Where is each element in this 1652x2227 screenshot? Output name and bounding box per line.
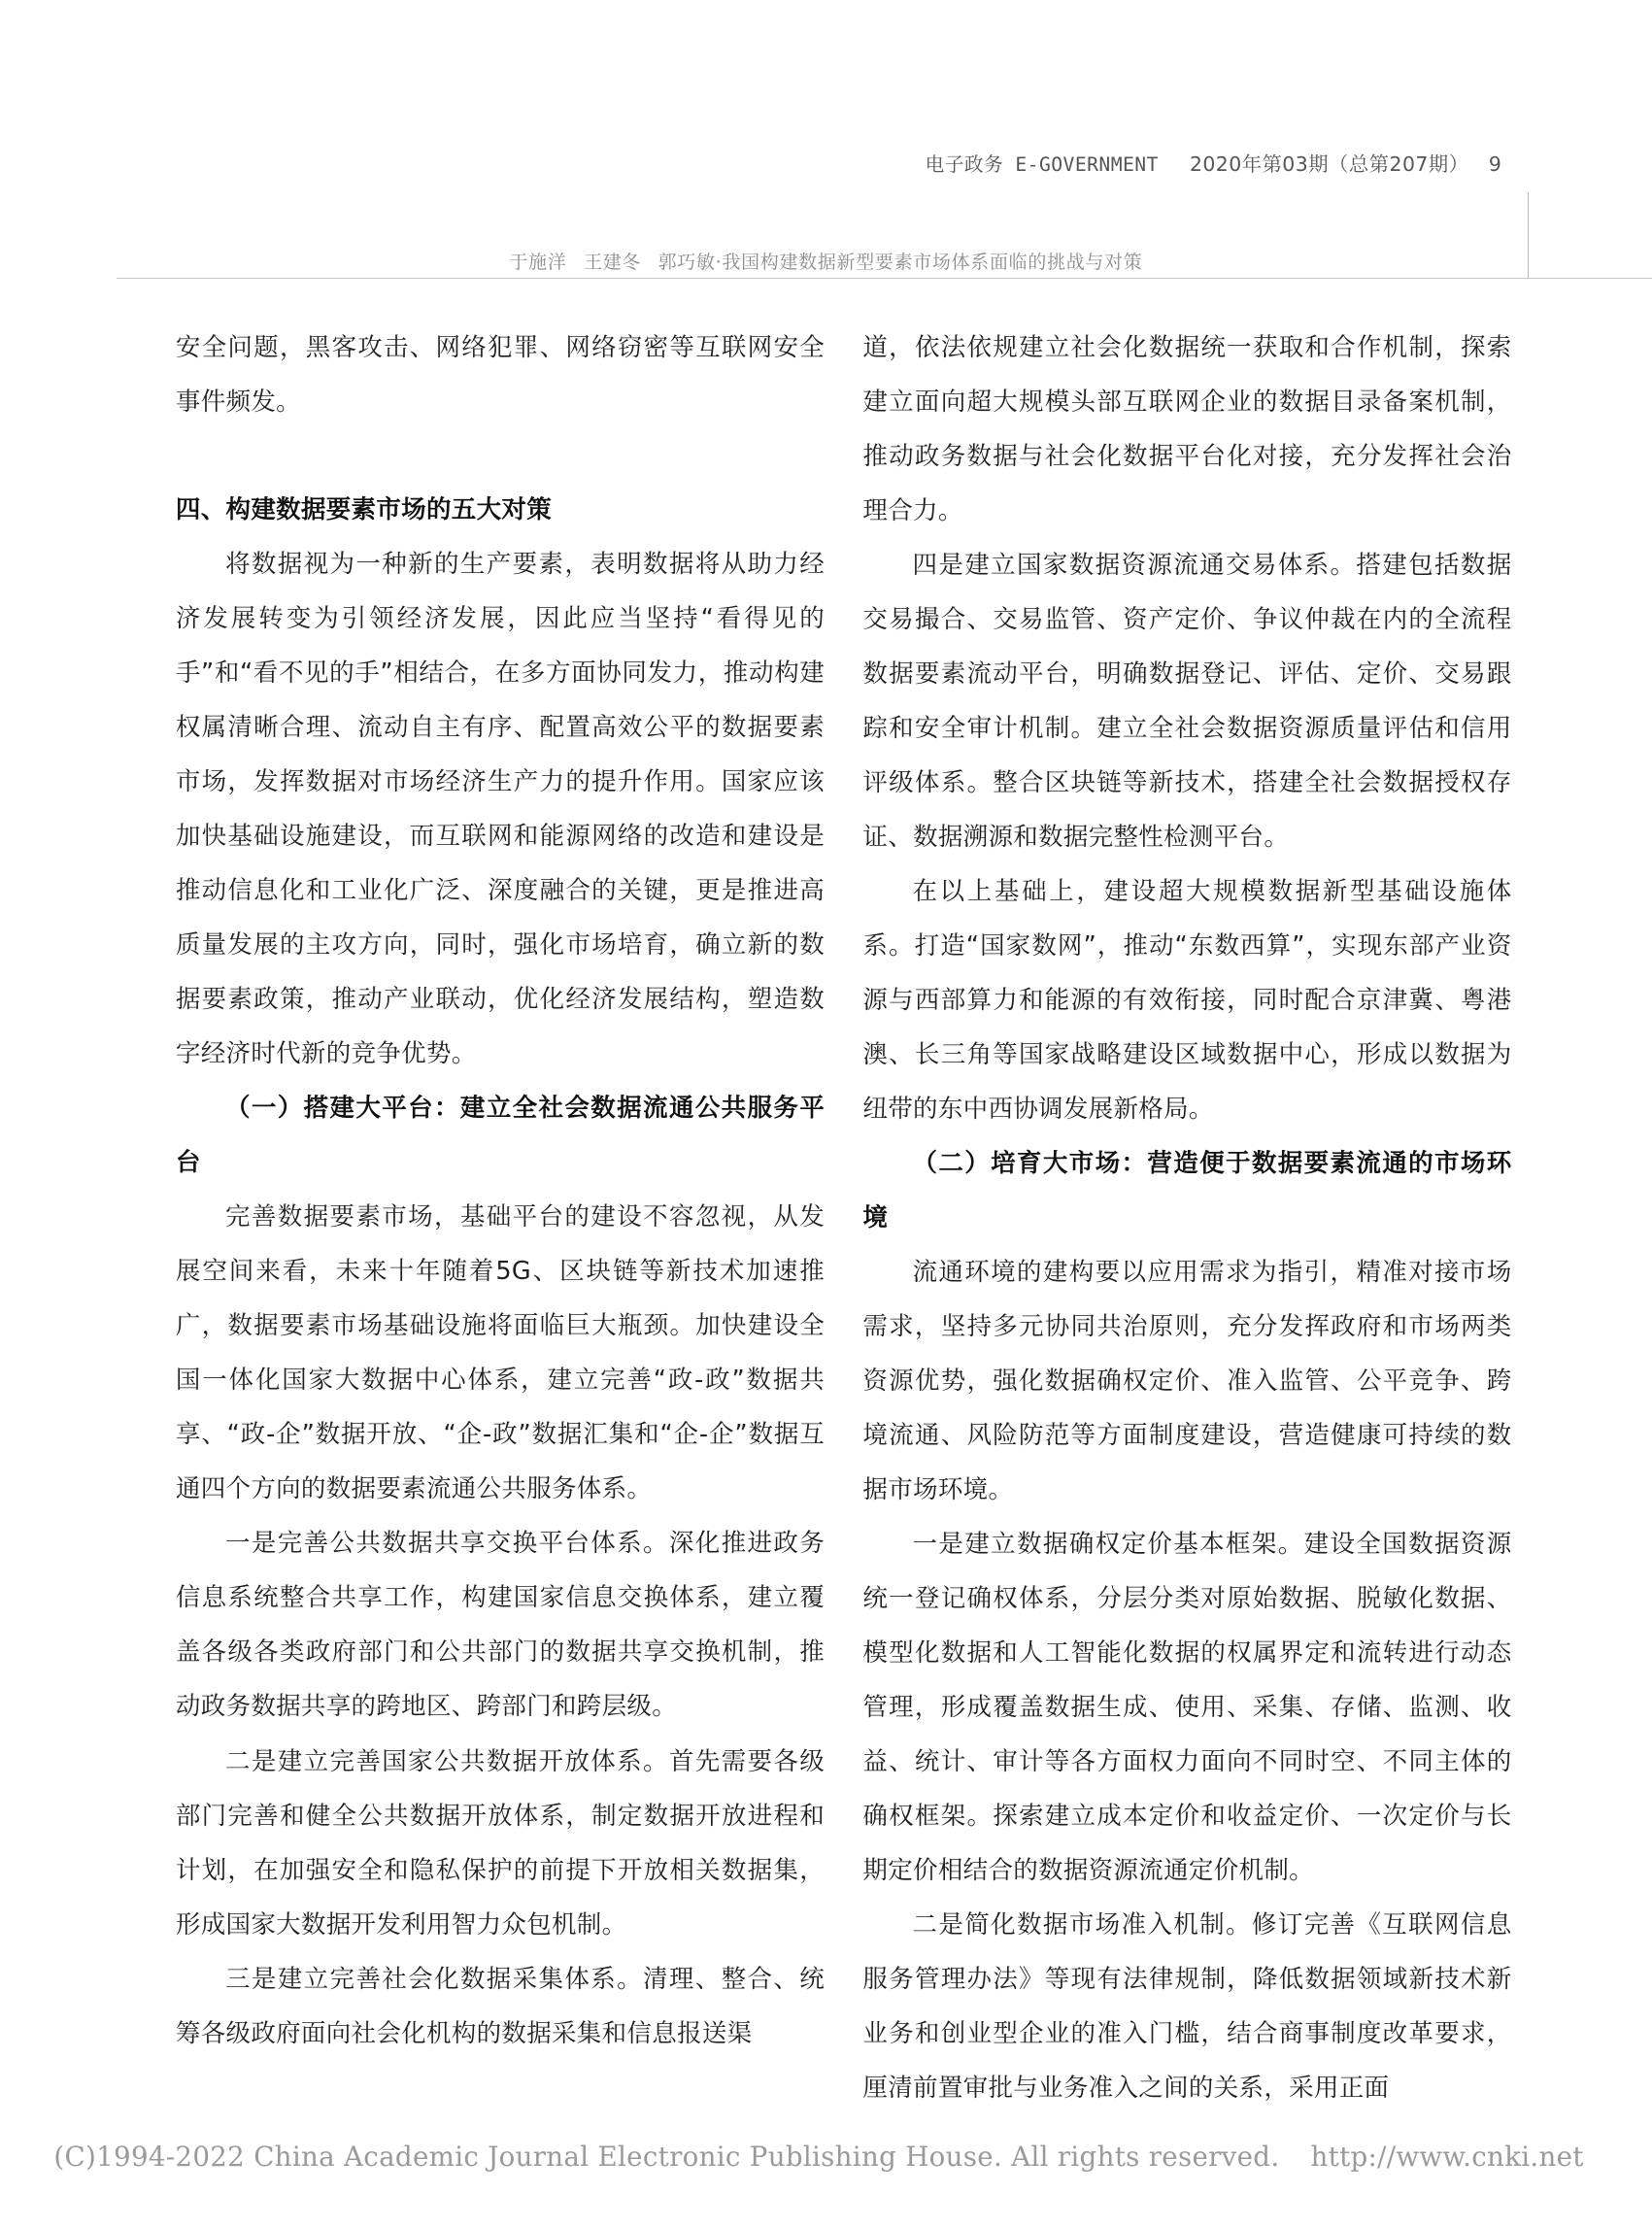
paragraph: 二是建立完善国家公共数据开放体系。首先需要各级部门完善和健全公共数据开放体系，制定数据开放进程和计划，在加强安全和隐私保护的前提下开放相关数据集，形成国家大数据开发利用智力众包机制。 (175, 1746, 826, 1940)
paragraph: 道，依法依规建立社会化数据统一获取和合作机制，探索建立面向超大规模头部互联网企业的数据目录备案机制，推动政务数据与社会化数据平台化对接，充分发挥社会治理合力。 (862, 332, 1512, 525)
page-number: 9 (1488, 152, 1502, 176)
header-horizontal-rule (117, 278, 1652, 279)
paragraph: 四是建立国家数据资源流通交易体系。搭建包括数据交易撮合、交易监管、资产定价、争议仲裁在内的全流程数据要素流动平台，明确数据登记、评估、定价、交易跟踪和安全审计机制。建立全社会数据资源质量评估和信用评级体系。整合区块链等新技术，搭建全社会数据授权存证、数据溯源和数据完整性检测平台。 (862, 550, 1512, 852)
right-column (862, 321, 1511, 2116)
subsection-heading: （二）培育大市场：营造便于数据要素流通的市场环境 (862, 1148, 1512, 1232)
author-2: 王建冬 (584, 252, 642, 274)
copyright-text: (C)1994-2022 China Academic Journal Electronic Publishing House. All rights reserved. (53, 2141, 1280, 2174)
copyright-footer (53, 2141, 1583, 2173)
paragraph: 一是建立数据确权定价基本框架。建设全国数据资源统一登记确权体系，分层分类对原始数据、脱敏化数据、模型化数据和人工智能化数据的权属界定和流转进行动态管理，形成覆盖数据生成、使用、采集、存储、监测、收益、统计、审计等各方面权力面向不同时空、不同主体的确权框架。探索建立成本定价和收益定价、一次定价与长期定价相结合的数据资源流通定价机制。 (862, 1530, 1512, 1886)
author-1: 于施洋 (509, 252, 567, 274)
paragraph: 二是简化数据市场准入机制。修订完善《互联网信息服务管理办法》等现有法律规制，降低数据领域新技术新业务和创业型企业的准入门槛，结合商事制度改革要求，厘清前置审批与业务准入之间的关系，采用正面 (862, 1910, 1512, 2104)
author-3-and-title: 郭巧敏·我国构建数据新型要素市场体系面临的挑战与对策 (657, 252, 1143, 274)
paragraph: 流通环境的建构要以应用需求为指引，精准对接市场需求，坚持多元协同共治原则，充分发挥政府和市场两类资源优势，强化数据确权定价、准入监管、公平竞争、跨境流通、风险防范等方面制度建设，营造健康可持续的数据市场环境。 (862, 1257, 1512, 1505)
paragraph: 在以上基础上，建设超大规模数据新型基础设施体系。打造“国家数网”，推动“东数西算”，实现东部产业资源与西部算力和能源的有效衔接，同时配合京津冀、粤港澳、长三角等国家战略建设区域数据中心，形成以数据为纽带的东中西协调发展新格局。 (862, 876, 1512, 1124)
journal-name: 电子政务 E-GOVERNMENT (925, 152, 1159, 176)
article-running-title (0, 248, 1652, 274)
running-head (926, 148, 1502, 177)
subsection-heading: （一）搭建大平台：建立全社会数据流通公共服务平台 (175, 1094, 826, 1178)
paragraph: 安全问题，黑客攻击、网络犯罪、网络窃密等互联网安全事件频发。 (175, 332, 826, 417)
paragraph: 一是完善公共数据共享交换平台体系。深化推进政务信息系统整合共享工作，构建国家信息交换体系，建立覆盖各级各类政府部门和公共部门的数据共享交换机制，推动政务数据共享的跨地区、跨部门和跨层级。 (175, 1529, 826, 1722)
cnki-url: http://www.cnki.net (1310, 2141, 1584, 2174)
issue-info: 2020年第03期（总第207期） (1189, 152, 1469, 176)
paragraph: 将数据视为一种新的生产要素，表明数据将从助力经济发展转变为引领经济发展，因此应当坚持“看得见的手”和“看不见的手”相结合，在多方面协同发力，推动构建权属清晰合理、流动自主有序、配置高效公平的数据要素市场，发挥数据对市场经济生产力的提升作用。国家应该加快基础设施建设，而互联网和能源网络的改造和建设是推动信息化和工业化广泛、深度融合的关键，更是推进高质量发展的主攻方向，同时，强化市场培育，确立新的数据要素政策，推动产业联动，优化经济发展结构，塑造数字经济时代新的竞争优势。 (175, 550, 826, 1069)
left-column (176, 321, 825, 2061)
paragraph: 三是建立完善社会化数据采集体系。清理、整合、统筹各级政府面向社会化机构的数据采集和信息报送渠 (175, 1964, 826, 2048)
paragraph: 完善数据要素市场，基础平台的建设不容忽视，从发展空间来看，未来十年随着5G、区块链等新技术加速推广，数据要素市场基础设施将面临巨大瓶颈。加快建设全国一体化国家大数据中心体系，建立完善“政-政”数据共享、“政-企”数据开放、“企-政”数据汇集和“企-企”数据互通四个方向的数据要素流通公共服务体系。 (175, 1202, 826, 1504)
section-heading: 四、构建数据要素市场的五大对策 (175, 495, 553, 525)
